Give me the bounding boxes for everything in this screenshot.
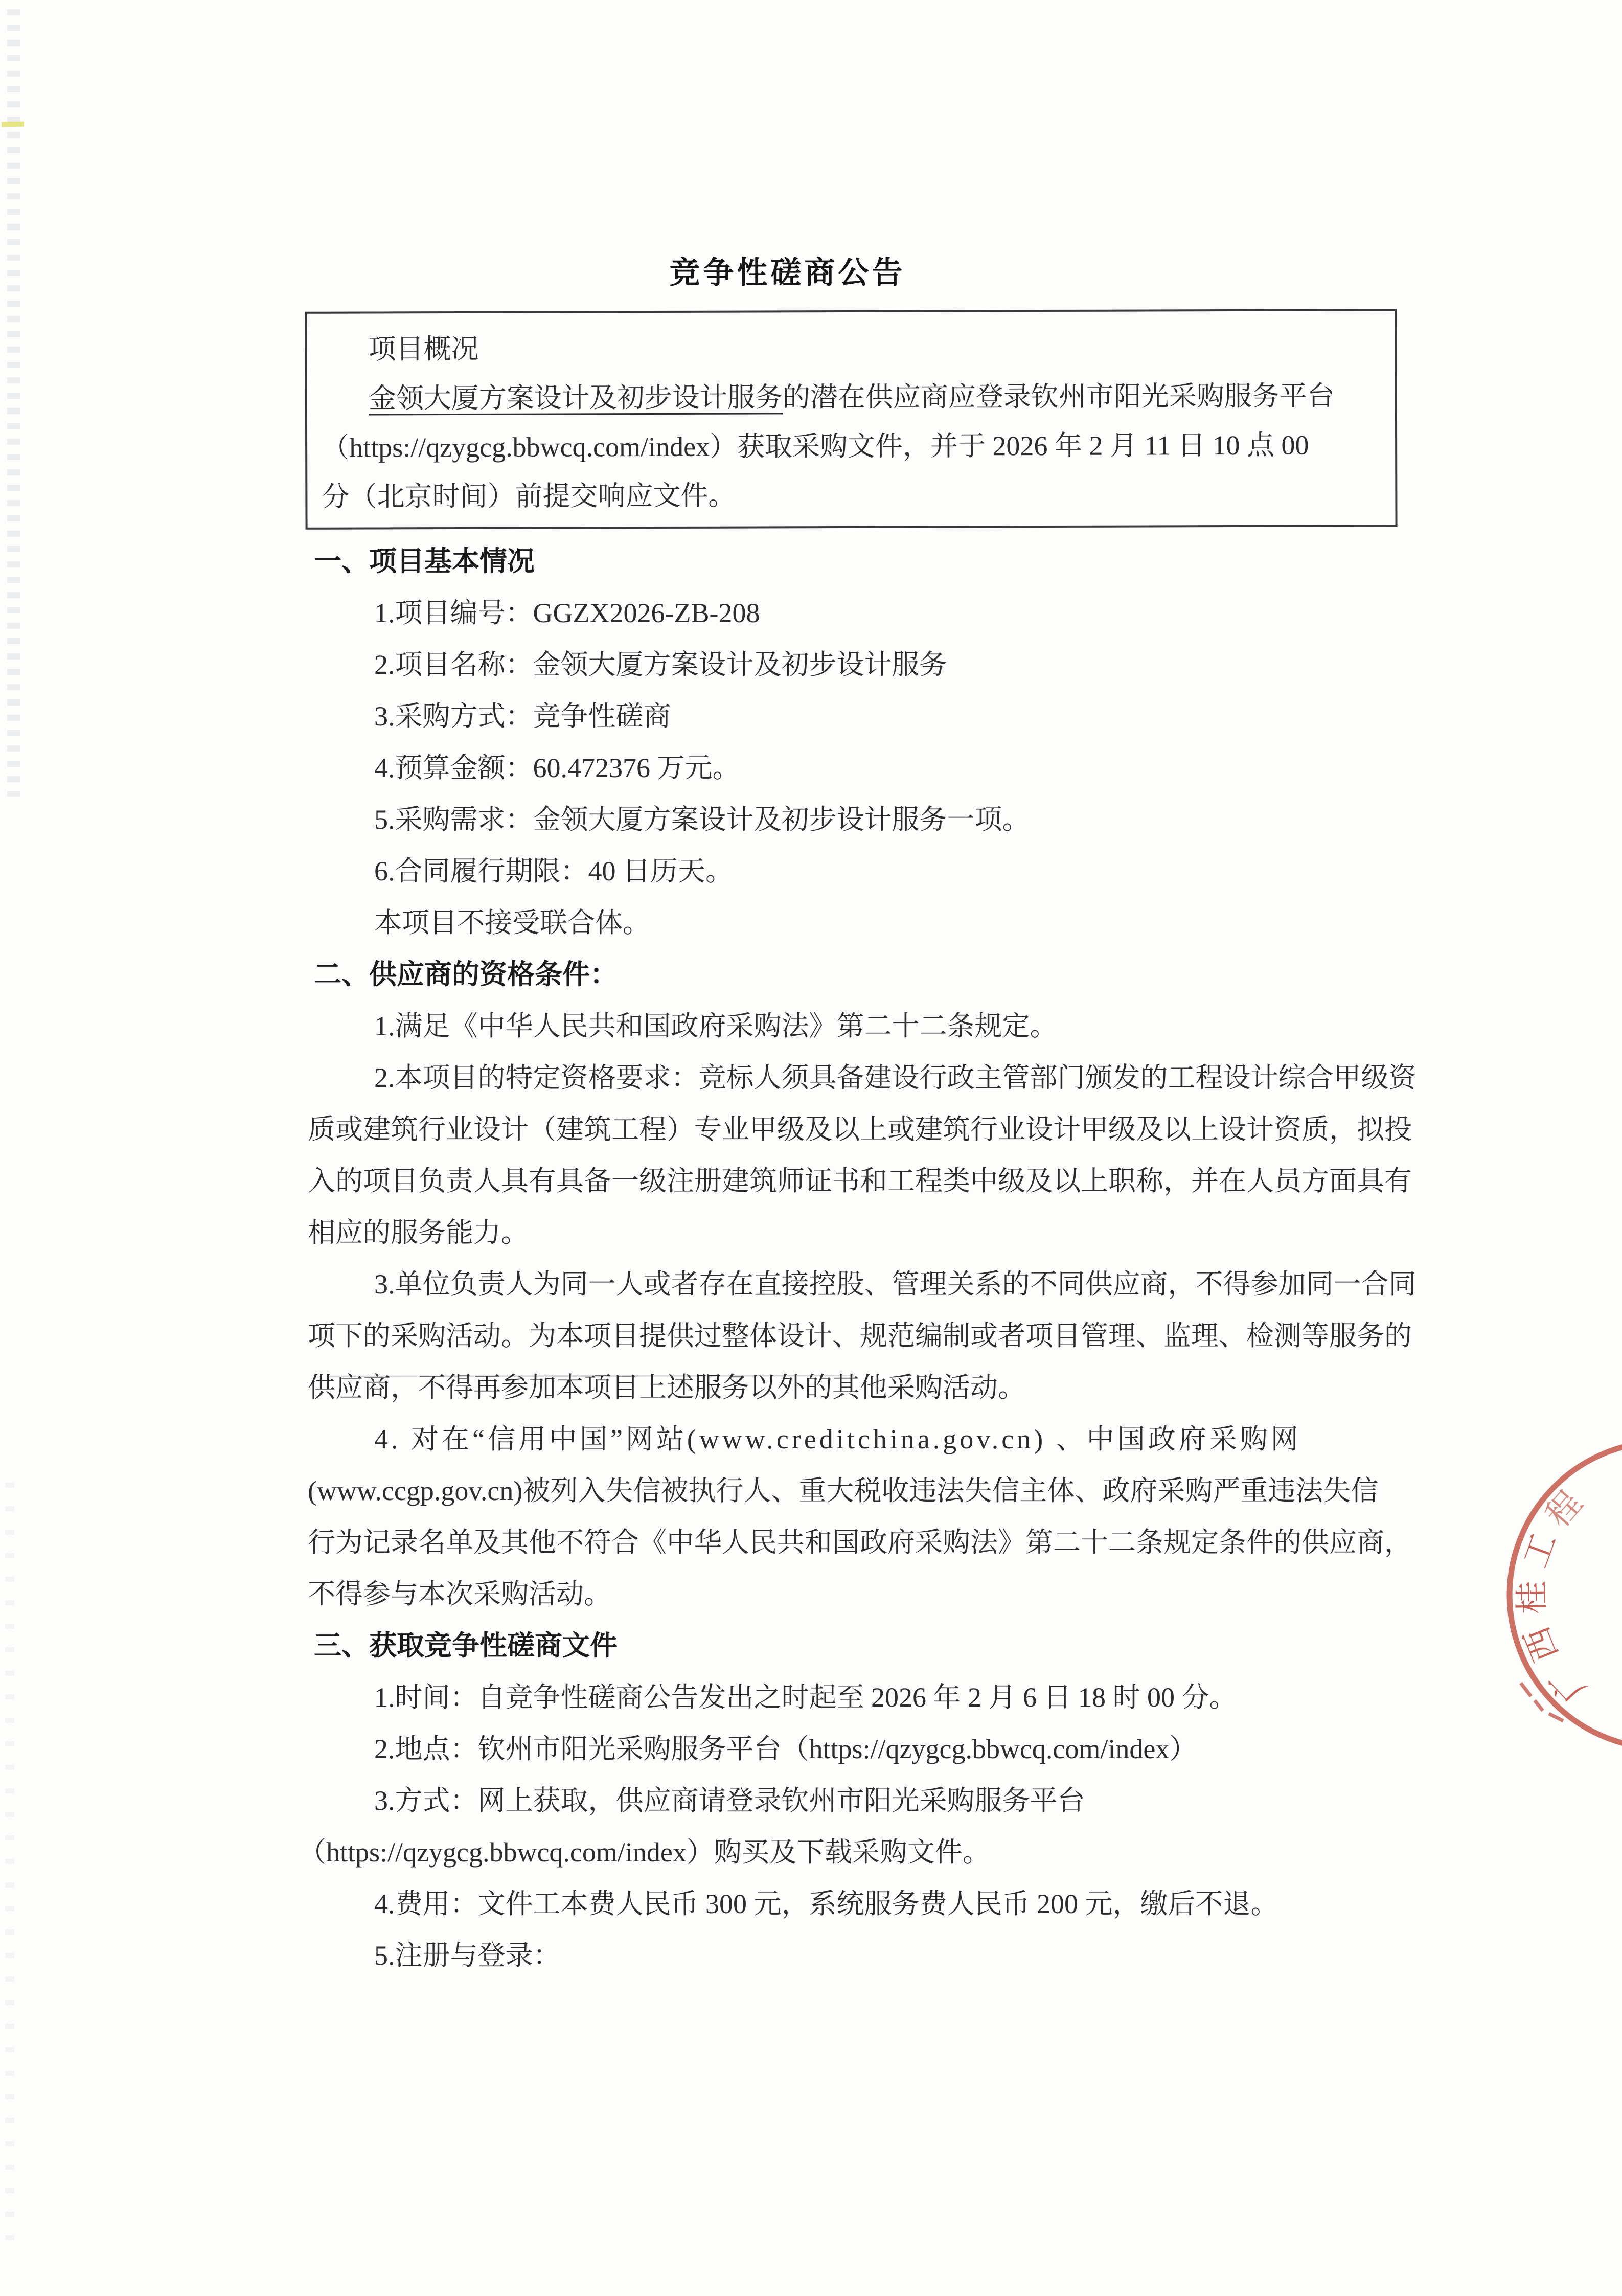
section-heading: 三、获取竞争性磋商文件 <box>314 1630 618 1661</box>
document-line: 2.本项目的特定资格要求：竞标人须具备建设行政主管部门颁发的工程设计综合甲级资 <box>374 1062 1417 1093</box>
document-line: 5.采购需求：金领大厦方案设计及初步设计服务一项。 <box>374 804 1030 835</box>
document-line: 入的项目负责人具有具备一级注册建筑师证书和工程类中级及以上职称，并在人员方面具有 <box>308 1166 1412 1196</box>
document-line: 1.项目编号：GGZX2026-ZB-208 <box>374 598 760 628</box>
document-line: 行为记录名单及其他不符合《中华人民共和国政府采购法》第二十二条规定条件的供应商， <box>308 1527 1412 1558</box>
document-body <box>0 536 1622 1982</box>
document-line: 项下的采购活动。为本项目提供过整体设计、规范编制或者项目管理、监理、检测等服务的 <box>308 1321 1412 1351</box>
scan-artifact-yellow-mark <box>2 122 24 127</box>
official-seal-stamp <box>1457 1426 1622 1794</box>
document-line: 4. 对在“信用中国”网站(www.creditchina.gov.cn) 、中国政府采购网 <box>374 1424 1301 1454</box>
document-line: 3.采购方式：竞争性磋商 <box>374 701 671 732</box>
document-line: 质或建筑行业设计（建筑工程）专业甲级及以上或建筑行业设计甲级及以上设计资质，拟投 <box>308 1114 1412 1145</box>
document-line: 供应商，不得再参加本项目上述服务以外的其他采购活动。 <box>308 1372 1025 1403</box>
overview-line-2: （https://qzygcg.bbwcq.com/index）获取采购文件，并于 2026 年 2 月 11 日 10 点 00 <box>322 429 1309 463</box>
document-line: 2.地点：钦州市阳光采购服务平台（https://qzygcg.bbwcq.com/index） <box>374 1734 1197 1764</box>
project-name-underlined: 金领大厦方案设计及初步设计服务 <box>368 382 783 414</box>
document-line: 1.满足《中华人民共和国政府采购法》第二十二条规定。 <box>374 1011 1058 1041</box>
document-line: 1.时间：自竞争性磋商公告发出之时起至 2026 年 2 月 6 日 18 时 00 分。 <box>374 1682 1237 1713</box>
section-heading: 二、供应商的资格条件： <box>314 959 618 990</box>
overview-heading: 项目概况 <box>368 333 479 365</box>
document-line: 2.项目名称：金领大厦方案设计及初步设计服务 <box>374 649 947 680</box>
section-heading: 一、项目基本情况 <box>314 546 535 577</box>
overview-line-3: 分（北京时间）前提交响应文件。 <box>322 480 736 512</box>
document-line: 3.单位负责人为同一人或者存在直接控股、管理关系的不同供应商，不得参加同一合同 <box>374 1269 1417 1300</box>
stamp-text <box>1513 1485 1592 1710</box>
document-line: 5.注册与登录： <box>374 1940 561 1971</box>
page-title: 竞争性磋商公告 <box>669 256 906 290</box>
document-line: 相应的服务能力。 <box>308 1217 529 1248</box>
stamp-character: 西 <box>1518 1621 1566 1667</box>
project-overview-box <box>305 309 1397 530</box>
document-line: 不得参与本次采购活动。 <box>308 1579 611 1609</box>
document-line: (www.ccgp.gov.cn)被列入失信被执行人、重大税收违法失信主体、政府采购严重违法失信 <box>308 1475 1379 1506</box>
overview-line-1 <box>322 371 1385 423</box>
stamp-character: 工 <box>1517 1528 1564 1573</box>
document-line: 本项目不接受联合体。 <box>374 907 650 938</box>
overview-line-1-rest: 的潜在供应商应登录钦州市阳光采购服务平台 <box>782 380 1335 413</box>
document-line: 4.预算金额：60.472376 万元。 <box>374 753 740 783</box>
stamp-character: 程 <box>1539 1484 1590 1535</box>
stamp-character: 广 <box>1542 1659 1593 1710</box>
document-line: （https://qzygcg.bbwcq.com/index）购买及下载采购文件。 <box>299 1837 990 1868</box>
document-line: 6.合同履行期限：40 日历天。 <box>374 856 733 886</box>
stamp-character: 桂 <box>1513 1580 1551 1615</box>
document-line: 4.费用：文件工本费人民币 300 元，系统服务费人民币 200 元，缴后不退。 <box>374 1889 1278 1919</box>
document-line: 3.方式：网上获取，供应商请登录钦州市阳光采购服务平台 <box>374 1785 1085 1816</box>
